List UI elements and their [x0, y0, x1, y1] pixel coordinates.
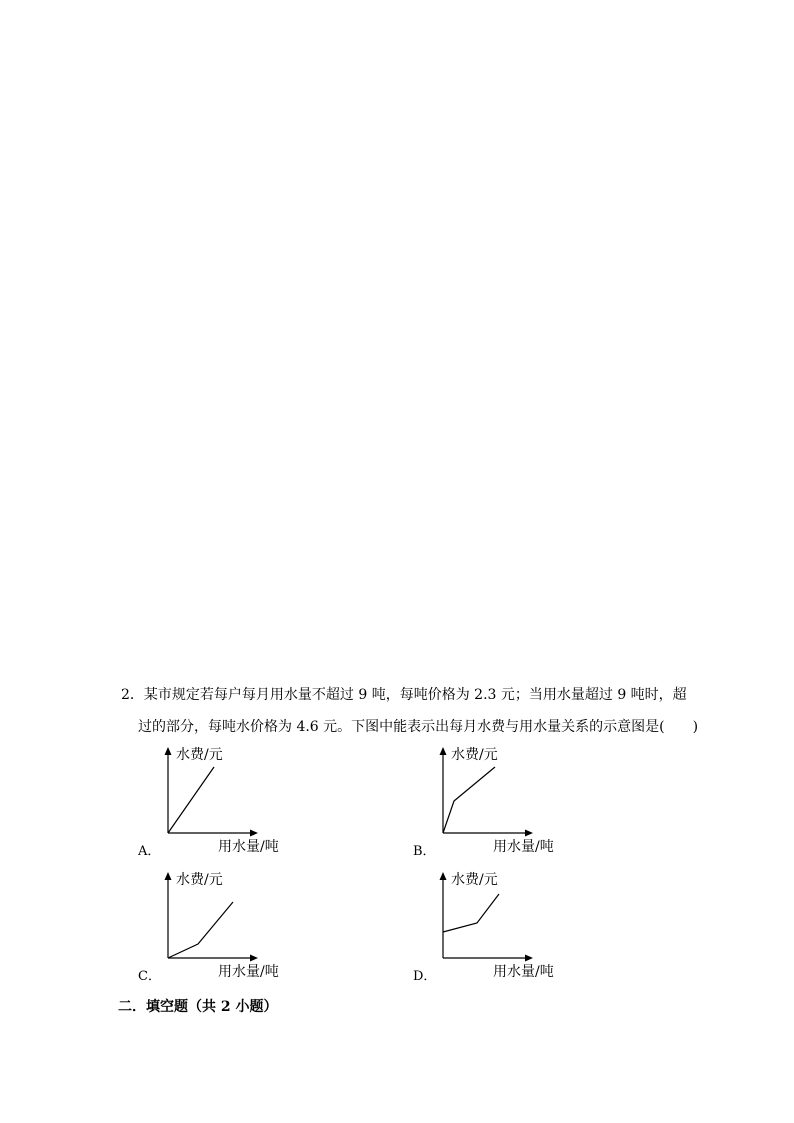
option-c-y-axis-label: 水费/元: [176, 872, 223, 888]
option-b-graph[interactable]: [413, 747, 591, 867]
option-a-graph[interactable]: [138, 747, 316, 867]
option-b-y-axis-label: 水费/元: [451, 747, 498, 763]
question-line-1: 2．某市规定若每户每月用水量不超过 9 吨，每吨价格为 2.3 元；当用水量超过 9 吨时，超: [121, 687, 687, 703]
question-line-2: 过的部分，每吨水价格为 4.6 元。下图中能表示出每月水费与用水量关系的示意图是( ): [138, 719, 699, 735]
option-b-curve: [443, 767, 495, 833]
option-d-curve: [443, 894, 499, 932]
option-b-label: B．: [413, 844, 436, 859]
option-c-curve: [168, 902, 233, 958]
option-c-graph[interactable]: [138, 872, 316, 992]
option-a-label: A．: [138, 844, 161, 859]
option-d-y-axis-label: 水费/元: [451, 872, 498, 888]
section-heading: 二．填空题（共 2 小题）: [118, 999, 278, 1015]
option-d-x-axis-label: 用水量/吨: [493, 964, 554, 980]
option-b-x-axis-label: 用水量/吨: [493, 839, 554, 855]
option-a-x-axis-label: 用水量/吨: [218, 839, 279, 855]
option-a-y-axis-label: 水费/元: [176, 747, 223, 763]
option-a-curve: [168, 767, 214, 833]
option-d-graph[interactable]: [413, 872, 591, 992]
option-d-label: D．: [413, 969, 437, 984]
option-c-label: C．: [138, 969, 161, 984]
option-c-x-axis-label: 用水量/吨: [218, 964, 279, 980]
